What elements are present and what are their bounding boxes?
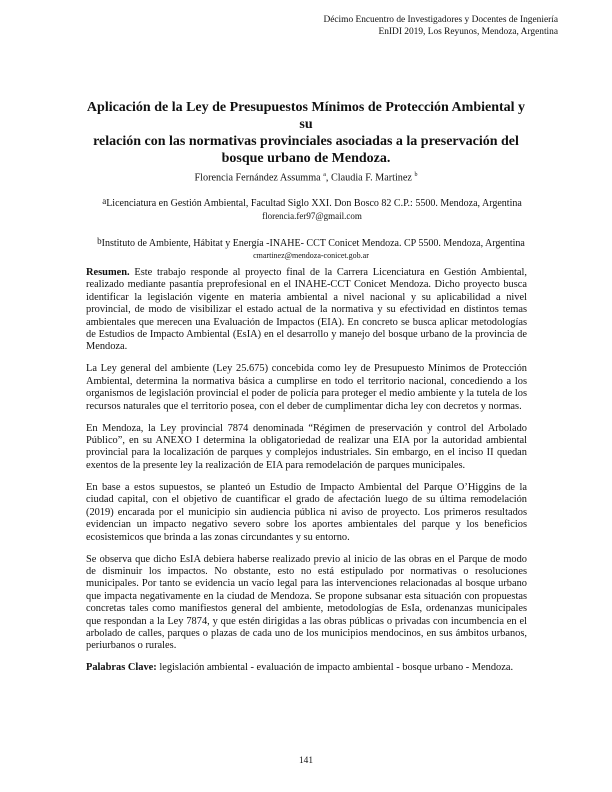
affiliation-a-email: florencia.fer97@gmail.com — [262, 211, 362, 221]
affiliation-a-text: Licenciatura en Gestión Ambiental, Facultad Siglo XXI. Don Bosco 82 C.P.: 5500. Mendoza, Argentina — [106, 198, 522, 209]
abstract-label: Resumen. — [86, 267, 130, 278]
running-header — [238, 14, 558, 38]
affiliation-b-email: cmartinez@mendoza-conicet.gob.ar — [253, 251, 369, 260]
title-line-1: Aplicación de la Ley de Presupuestos Mínimos de Protección Ambiental y su — [86, 100, 526, 132]
affiliation-b-text: Instituto de Ambiente, Hábitat y Energía -INAHE- CCT Conicet Mendoza. CP 5500. Mendoza, Argentina — [101, 238, 525, 249]
author-2: Claudia F. Martinez — [331, 172, 412, 184]
paper-body — [86, 267, 527, 684]
author-list — [80, 169, 532, 184]
author-1: Florencia Fernández Assumma — [194, 172, 321, 184]
title-line-2: relación con las normativas provinciales asociadas a la preservación del — [93, 134, 519, 149]
body-paragraph-2: En Mendoza, la Ley provincial 7874 denominada “Régimen de preservación y control del Arbolado Público”, en su ANEXO I determina la obligatoriedad de realizar una EIA por la autoridad ambiental provincial para la localización de parques y complejos industriales. Sin embargo, en el inciso II quedan exentos de la presente ley la realización de EIA para remodelación de parques municipales. — [86, 422, 527, 471]
paper-title — [80, 99, 532, 167]
keywords-label: Palabras Clave: — [86, 662, 157, 674]
abstract-text: Este trabajo responde al proyecto final de la Carrera Licenciatura en Gestión Ambiental, realizado mediante pasantía preprofesional en el INAHE-CCT Conicet Mendoza. Dicho proyecto busca identificar la legislación vigente en materia ambiental a nivel nacional y su aplicabilidad a nivel provincial, de modo de visibilizar el estado actual de la normativa y su efectividad en distintos temas ambientales que merecen una Evaluación de Impactos (EIA). En concreto se busca aplicar metodologías de Estudios de Impacto Ambiental (EsIA) en el desarrollo y manejo del bosque urbano de la provincia de Mendoza. — [86, 267, 527, 353]
author-2-mark: b — [414, 172, 418, 178]
affiliation-b-mark: b — [97, 236, 102, 246]
title-line-3: bosque urbano de Mendoza. — [221, 151, 391, 166]
abstract-paragraph — [86, 267, 527, 354]
keywords-paragraph — [86, 662, 527, 674]
author-separator: , — [325, 172, 331, 184]
affiliation-a-mark: a — [102, 196, 107, 206]
page-number: 141 — [298, 756, 314, 766]
affiliation-b — [86, 235, 536, 262]
header-conference: Décimo Encuentro de Investigadores y Docentes de Ingeniería — [323, 15, 558, 25]
body-paragraph-4: Se observa que dicho EsIA debiera haberse realizado previo al inicio de las obras en el Parque de modo de disminuir los impactos. No obstante, esto no está estipulado por normativas o resoluciones municipales. Por tanto se evidencia un vacío legal para las intervenciones relacionadas al bosque urbano que impacta negativamente en la ciudad de Mendoza. Se propone subsanar esta situación con propuestas concretas tales como manifiestos general del ambiente, metodologías de EsIa, ordenanzas municipales que respondan a la Ley 7874, y que estén dirigidas a las obras públicas o privadas con incumbencia en el arbolado de calles, parques o plazas de cada uno de los municipios mendocinos, en sus ámbitos urbanos, periurbanos o rurales. — [86, 553, 527, 652]
body-paragraph-1: La Ley general del ambiente (Ley 25.675) concebida como ley de Presupuesto Mínimos de Protección Ambiental, determina la normativa básica a cumplirse en todo el territorio nacional, concediendo a los organismos de legislación provincial el poder de policía para proteger el medio ambiente y la tutela de los recursos naturales que el territorio posea, con el deber de cumplimentar dicha ley con decretos y normas. — [86, 363, 527, 412]
affiliation-a — [84, 195, 540, 222]
header-location: EnIDI 2019, Los Reyunos, Mendoza, Argentina — [378, 27, 558, 37]
keywords-text: legislación ambiental - evaluación de impacto ambiental - bosque urbano - Mendoza. — [156, 662, 514, 674]
body-paragraph-3: En base a estos supuestos, se planteó un Estudio de Impacto Ambiental del Parque O’Higgins de la ciudad capital, con el objetivo de cuantificar el grado de afectación luego de su última remodelación (2019) encarada por el municipio sin audiencia pública ni aviso de proyecto. Los primeros resultados evidencian un impacto negativo severo sobre los aportes ambientales del parque y los beneficios ecosistemicos que brinda a las zonas circundantes y su entorno. — [86, 481, 527, 543]
author-1-mark: a — [323, 172, 326, 178]
